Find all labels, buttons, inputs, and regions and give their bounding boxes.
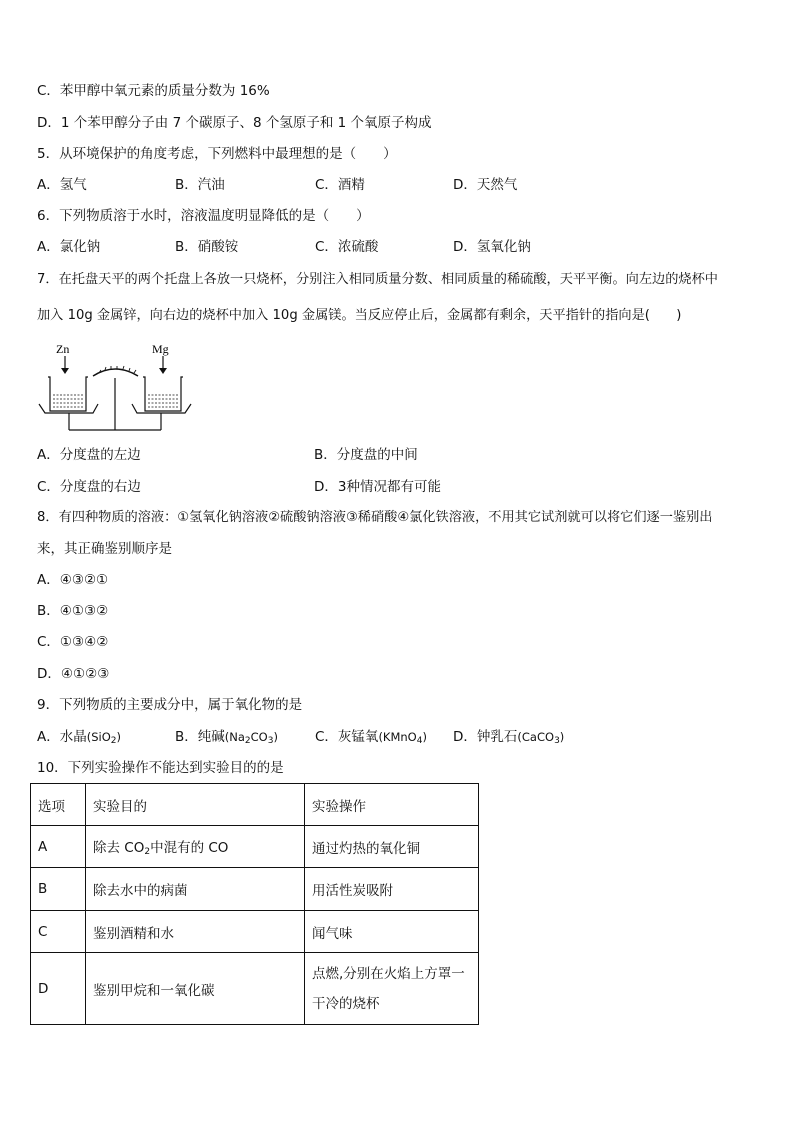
question-7-line-1: 7．在托盘天平的两个托盘上各放一只烧杯，分别注入相同质量分数、相同质量的稀硫酸，天平平衡。向左边的烧杯中 <box>37 272 718 287</box>
q9-option-a: A．水晶(SiO$_2$) <box>37 729 122 746</box>
question-10: 10．下列实验操作不能达到实验目的的是 <box>37 760 284 776</box>
q7-option-b: B．分度盘的中间 <box>314 447 418 463</box>
q6-option-a: A．氯化钠 <box>37 239 101 255</box>
question-8-line-1: 8．有四种物质的溶液：①氢氧化钠溶液②硫酸钠溶液③稀硝酸④氯化铁溶液，不用其它试剂就可以将它们逐一鉴别出 <box>37 510 713 525</box>
row-operation: 通过灼热的氧化铜 <box>305 826 479 868</box>
q6-option-b: B．硝酸铵 <box>175 239 239 255</box>
q5-options <box>37 175 517 195</box>
row-operation: 点燃,分别在火焰上方罩一 干冷的烧杯 <box>305 953 479 1025</box>
table-header-row <box>31 784 479 826</box>
q7-option-c: C．分度盘的右边 <box>37 479 141 495</box>
q8-option-b: B．④①③② <box>37 603 109 619</box>
question-5: 5．从环境保护的角度考虑，下列燃料中最理想的是（ ） <box>37 146 397 162</box>
q5-option-c: C．酒精 <box>315 177 365 193</box>
table-row <box>31 953 479 1025</box>
row-operation: 闻气味 <box>305 911 479 953</box>
q8-option-c: C．①③④② <box>37 634 109 650</box>
experiment-table <box>30 783 479 1025</box>
q5-option-b: B．汽油 <box>175 177 225 193</box>
row-option: B <box>31 868 86 911</box>
q7-option-d: D．3种情况都有可能 <box>314 479 441 495</box>
q6-options <box>37 237 531 257</box>
q7-options-row-2 <box>37 477 441 497</box>
table-row <box>31 826 479 868</box>
row-option: C <box>31 911 86 953</box>
header-operation: 实验操作 <box>305 784 479 826</box>
q6-option-c: C．浓硫酸 <box>315 239 379 255</box>
q4-option-d: D．1 个苯甲醇分子由 7 个碳原子、8 个氢原子和 1 个氧原子构成 <box>37 115 432 131</box>
row-option: A <box>31 826 86 868</box>
q9-option-b: B．纯碱$(Na_2CO_3)$ <box>175 729 278 746</box>
row-option: D <box>31 953 86 1025</box>
question-6: 6．下列物质溶于水时，溶液温度明显降低的是（ ） <box>37 208 370 224</box>
question-7-line-2: 加入 10g 金属锌，向右边的烧杯中加入 10g 金属镁。当反应停止后，金属都有剩余，天平指针的指向是( ) <box>37 308 682 323</box>
table-row <box>31 911 479 953</box>
header-purpose: 实验目的 <box>86 784 305 826</box>
q9-options <box>37 727 564 751</box>
mg-label: Mg <box>152 342 169 356</box>
q8-option-a: A．④③②① <box>37 572 109 588</box>
question-9: 9．下列物质的主要成分中，属于氧化物的是 <box>37 697 303 713</box>
balance-diagram <box>35 340 205 435</box>
row-operation: 用活性炭吸附 <box>305 868 479 911</box>
header-option: 选项 <box>31 784 86 826</box>
q8-option-d: D．④①②③ <box>37 666 110 682</box>
q9-option-d: D．钟乳石(CaCO$_3$) <box>453 729 565 746</box>
q5-option-a: A．氢气 <box>37 177 87 193</box>
row-purpose: 鉴别酒精和水 <box>86 911 305 953</box>
table-row <box>31 868 479 911</box>
row-purpose: 鉴别甲烷和一氧化碳 <box>86 953 305 1025</box>
q5-option-d: D．天然气 <box>453 177 518 193</box>
q6-option-d: D．氢氧化钠 <box>453 239 531 255</box>
zn-label: Zn <box>56 342 70 356</box>
row-purpose: 除去 $CO_2$中混有的 CO <box>86 826 305 868</box>
question-8-line-2: 来，其正确鉴别顺序是 <box>37 541 172 557</box>
q4-option-c: C．苯甲醇中氧元素的质量分数为 16% <box>37 83 270 99</box>
row-purpose: 除去水中的病菌 <box>86 868 305 911</box>
q7-option-a: A．分度盘的左边 <box>37 447 141 463</box>
q9-option-c: C．灰锰氧(KMnO$_4$) <box>315 729 427 746</box>
q7-options-row-1 <box>37 445 418 465</box>
